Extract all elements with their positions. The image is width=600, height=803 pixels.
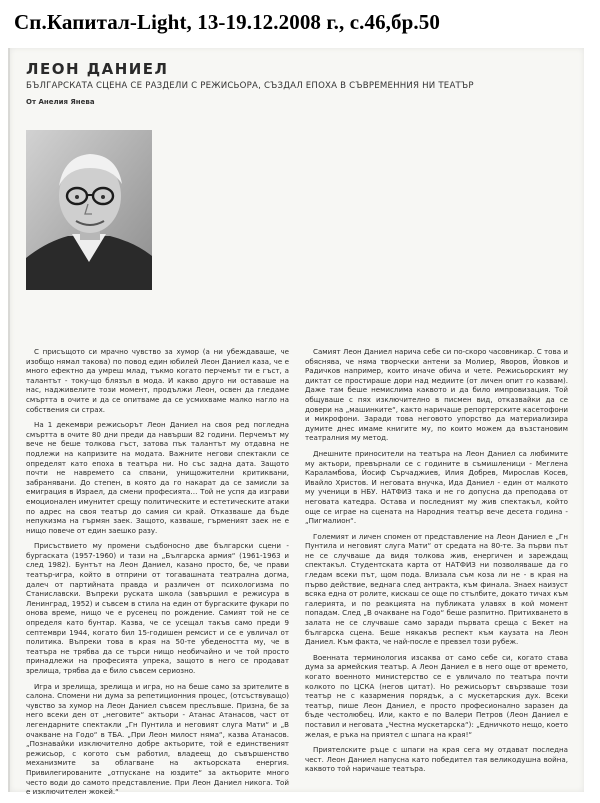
source-citation: Сп.Капитал-Light, 13-19.12.2008 г., с.46,бр.50 [14, 10, 440, 34]
article-headline: ЛЕОН ДАНИЕЛ [26, 60, 169, 78]
portrait-photo [26, 130, 152, 290]
article-paragraph: Военната терминология изсаква от само себе си, когато става дума за армейския театър. А Леон Даниел е в него още от времето, когато военното министерство се е увличало по театъра почти колкото по ЦСКА (негов цитат). Но режисьорът свързваше този театър не с казармения порядък, а с мускетарския дух. Всеки театър, пише Леон Даниел, е просто професионално заразен да бъде честолюбец. Или, както е по Валери Петров (Леон Даниел е поставил и неговата „Честна мускетарска“): „Едничкото нещо, което желая, е ръка на приятел с шпага на края!“ [305, 652, 568, 739]
article-byline: От Анелия Янева [26, 98, 95, 106]
portrait-illustration [26, 130, 152, 290]
article-subtitle: БЪЛГАРСКАТА СЦЕНА СЕ РАЗДЕЛИ С РЕЖИСЬОРА, СЪЗДАЛ ЕПОХА В СЪВРЕМЕННИЯ НИ ТЕАТЪР [26, 81, 474, 91]
article-paragraph: На 1 декември режисьорът Леон Даниел на своя ред погледна смъртта в очите 80 дни преди да навърши 82 години. Перчемът му вече не беше толкова гъст, затова пък талантът му отдавна не подлежи на капризите на модата. Важните негови спектакли се определят като епоха в театъра ни. Но със задна дата. Защото почти не навремето са спвани, унищожителни критиквани, забранявани. До степен, в която да го накарат да се замисли за емиграция в Израел, да смени професията… Той не успя да изграви емоционален имунитет срещу политическите и естетическите атаки по адрес на своя театър до самия си край. Отказваше да бъде непукизма на гърмян заек. Защото, казваше, гърменият заек не е нищо повече от един заешко разу. [26, 420, 289, 535]
article-paragraph: Присъствието му промени съдбоносно две български сцени - бургаската (1957-1960) и тази на „Българска армия“ (1961-1963 и след 1982). Бунтът на Леон Даниел, казано просто, бе, че прави театър-игра, който в отприни от тогавашната театрална догма, далеч от партийната правда и различен от психологизма по Станиславски. Въпреки руската школа (завършил е режисура в Ленинград, 1952) и съвсем в стила на един от бургаските фукари по онова време, нищо че е русенец по рождение. Самият той не се определя като бунтар. Казва, че се усещал такъв само преди 9 септември 1944, когато бил 15-годишен ремсист и се е увличал от политика. Въпреки това в края на 50-те убедеността му, че в театъра не трябва да се търси нищо необичайно и че той просто принадлежи на професията упрека, защото в него се продават зрелища, трябва да е било съвсем сериозно. [26, 541, 289, 675]
article-column-right [305, 347, 568, 780]
article-paragraph: Днешните приносители на театъра на Леон Даниел са любимите му актьори, превърнали се с годините в съмишленици - Меглена Караламбова, Йосиф Сърчаджиев, Илия Добрев, Мирослав Косев, Ивайло Христов. И неговата внучка, Ида Даниел - един от малкото му ученици в НБУ. НАТФИЗ така и не го допусна да преподава от неговата катедра. Остава и последният му жив спектакъл, който още се играе на сцената на Народния театър вече десета година - „Пигмалион“. [305, 448, 568, 526]
article-paragraph: Игра и зрелища, зрелища и игра, но на беше само за зрителите в салона. Спомени ни дума за репетиционния процес, (отсъствуващо) чувство за хумор на Леон Даниел съвсем преслъвше. Призна, бе за него всеки ден от „неговите“ актьори - Атанас Атанасов, част от легендарните спектакли „Гн Пунтила и неговият слуга Мати“ и „В очакване на Годо“ в ТБА. „При Леон милост няма“, казва Атанасов. „Познавайки изключително добре актьорите, той е единственият режисьор, с когото съм работил, владеещ до съвършенство механизмите за облагване на актьорската енергия. Привилегированите „отпускане на юздите“ за актьорите много често води до самото представление. При Леон Даниел никога. Той е изключителен жокей.“ [26, 681, 289, 797]
article-paragraph: С присъщото си мрачно чувство за хумор (а ни убеждаваше, че изобщо нямал такова) по повод един юбилей Леон Даниел каза, че е много ефектно да умреш млад, тъкмо когато перчемът ти е гъст, а талантът - току-що блязъл в мода. И какво друго ни оставаше на нас, надживелите този момент, продължи Леон, освен да гледаме смъртта в очите и да се опитваме да се усмихваме малко нагло на собствения си страх. [26, 347, 289, 414]
article-column-left [26, 347, 289, 803]
article-paragraph: Приятелските ръце с шпаги на края сега му отдават последна чест. Леон Даниел напусна като победител тая великодушна война, каквото той наричаше театъра. [305, 745, 568, 774]
page-header [0, 0, 600, 48]
article-paragraph: Самият Леон Даниел нарича себе си по-скоро часовникар. С това и обяснява, че няма творчески антени за Молиер, Яворов, Йовков и Радичков например, които иначе обича и чете. Режисьорският му диктат се простираше дори над медиите (от личен опит го казвам). Даже там беше немислима каквото и да било импровизация. Той общуваше с пях изключително в писмен вид, отказвайки да се довери на „машинките“, както наричаше репортерските касетофони и микрофони. Заради това неговото упорство да материализира думите днес имаме книгите му, по които можем да възстановим театралния му метод. [305, 347, 568, 443]
article-paragraph: Големият и личен спомен от представление на Леон Даниел е „Гн Пунтила и неговият слуга Мати“ от средата на 80-те. За първи път не се случваше да видя толкова жив, енергичен и зареждащ спектакъл. Студентската карта от НАТФИЗ ни позволяваше да го гледам всеки път, щом пода. Влизала съм коза ли не - в края на първо действие, веднага след антракта, към финала. Знаех наизуст всяка една от ролите, кискаш се още по стълбите, докато тичах към галерията, и по реакцията на публиката улавях в кой момент попадам. След „В очакване на Годо“ беше разпитно. Притихването в залата не се случваше само заради първата среща с Бекет на българска сцена. Беше някакъв респект към каузата на Леон Даниел. Към факта, че най-после е превзел този рубеж. [305, 531, 568, 647]
